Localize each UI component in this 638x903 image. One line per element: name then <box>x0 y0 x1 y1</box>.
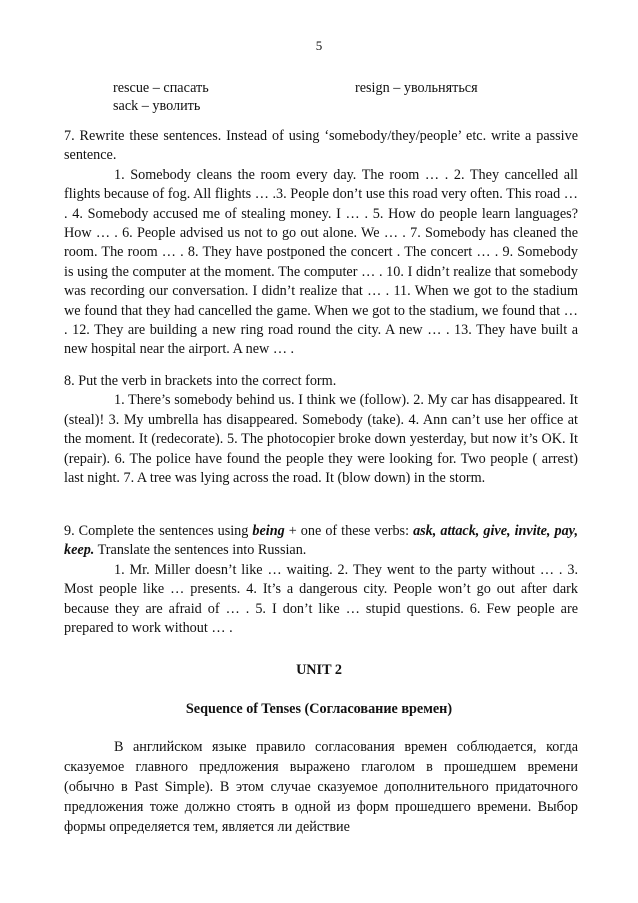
vocabulary-row <box>113 79 593 97</box>
heading-text: Translate the sentences into Russian. <box>94 542 307 559</box>
exercise-text: 1. Somebody cleans the room every day. The room … . 2. They cancelled all flights because of fog. All flights … .3. People don’t use this road very often. This road … . 4. Somebody accused me of stealing money. I … . 5. How do people learn languages? How … . 6. People advised us not to go out alone. We … . 7. Somebody has cleaned the room. The room … . 8. They have postponed the concert . The concert … . 9. Somebody is using the computer at the moment. The computer … . 10. I didn’t realize that somebody was recording our conversation. I didn’t realize that … . 11. When we got to the stadium we found that they had cancelled the game. When we got to the stadium, we found that … . 12. They are building a new ring road round the city. A new … . 13. They have built a new hospital near the airport. A new … . <box>64 166 578 358</box>
heading-text: + one of these verbs: <box>284 523 414 539</box>
body-paragraph <box>64 737 578 837</box>
vocabulary-list <box>113 79 593 115</box>
exercise-8 <box>64 372 578 488</box>
section-title: Sequence of Tenses (Согласование времен) <box>185 701 453 717</box>
exercise-7 <box>64 127 578 360</box>
verb-list: ask, attack, give, invite, pay, keep. <box>64 523 578 559</box>
heading-text: 9. Complete the sentences using <box>64 523 253 539</box>
exercise-heading: 7. Rewrite these sentences. Instead of using ‘somebody/they/people’ etc. write a passive sentence. <box>64 128 578 164</box>
paragraph-text: В английском языке правило согласования времен соблюдается, когда сказуемое главного предложения выражено глаголом в прошедшем времени (обычно в Past Simple). В этом случае сказуемое дополнительного придаточного предложения тоже должно стоять в одной из форм прошедшего времени. Выбор формы определяется тем, является ли действие <box>64 739 578 835</box>
vocabulary-row <box>113 97 593 115</box>
exercise-text: 1. Mr. Miller doesn’t like … waiting. 2. They went to the party without … . 3. Most people like … presents. 4. It’s a dangerous city. People won’t go out after dark because they are afraid of … . 5. I don’t like … stupid questions. 6. Few people are prepared to work without … . <box>64 561 578 637</box>
vocabulary-term: resign – увольняться <box>355 80 478 96</box>
vocabulary-term: rescue – спасать <box>113 80 209 96</box>
page-number: 5 <box>315 38 323 53</box>
exercise-heading <box>64 522 578 561</box>
exercise-heading: 8. Put the verb in brackets into the correct form. <box>64 373 337 389</box>
unit-title: UNIT 2 <box>296 662 342 678</box>
exercise-9 <box>64 522 578 638</box>
keyword-being: being <box>252 523 285 539</box>
vocabulary-term: sack – уволить <box>113 98 201 114</box>
exercise-text: 1. There’s somebody behind us. I think we (follow). 2. My car has disappeared. It (steal)! 3. My umbrella has disappeared. Somebody (take). 4. Ann can’t use her office at the moment. It (redecorate). 5. The photocopier broke down yesterday, but now it’s OK. It (repair). 6. The police have found the people they were looking for. Two people ( arrest) last night. 7. A tree was lying across the road. It (blow down) in the storm. <box>64 392 578 487</box>
